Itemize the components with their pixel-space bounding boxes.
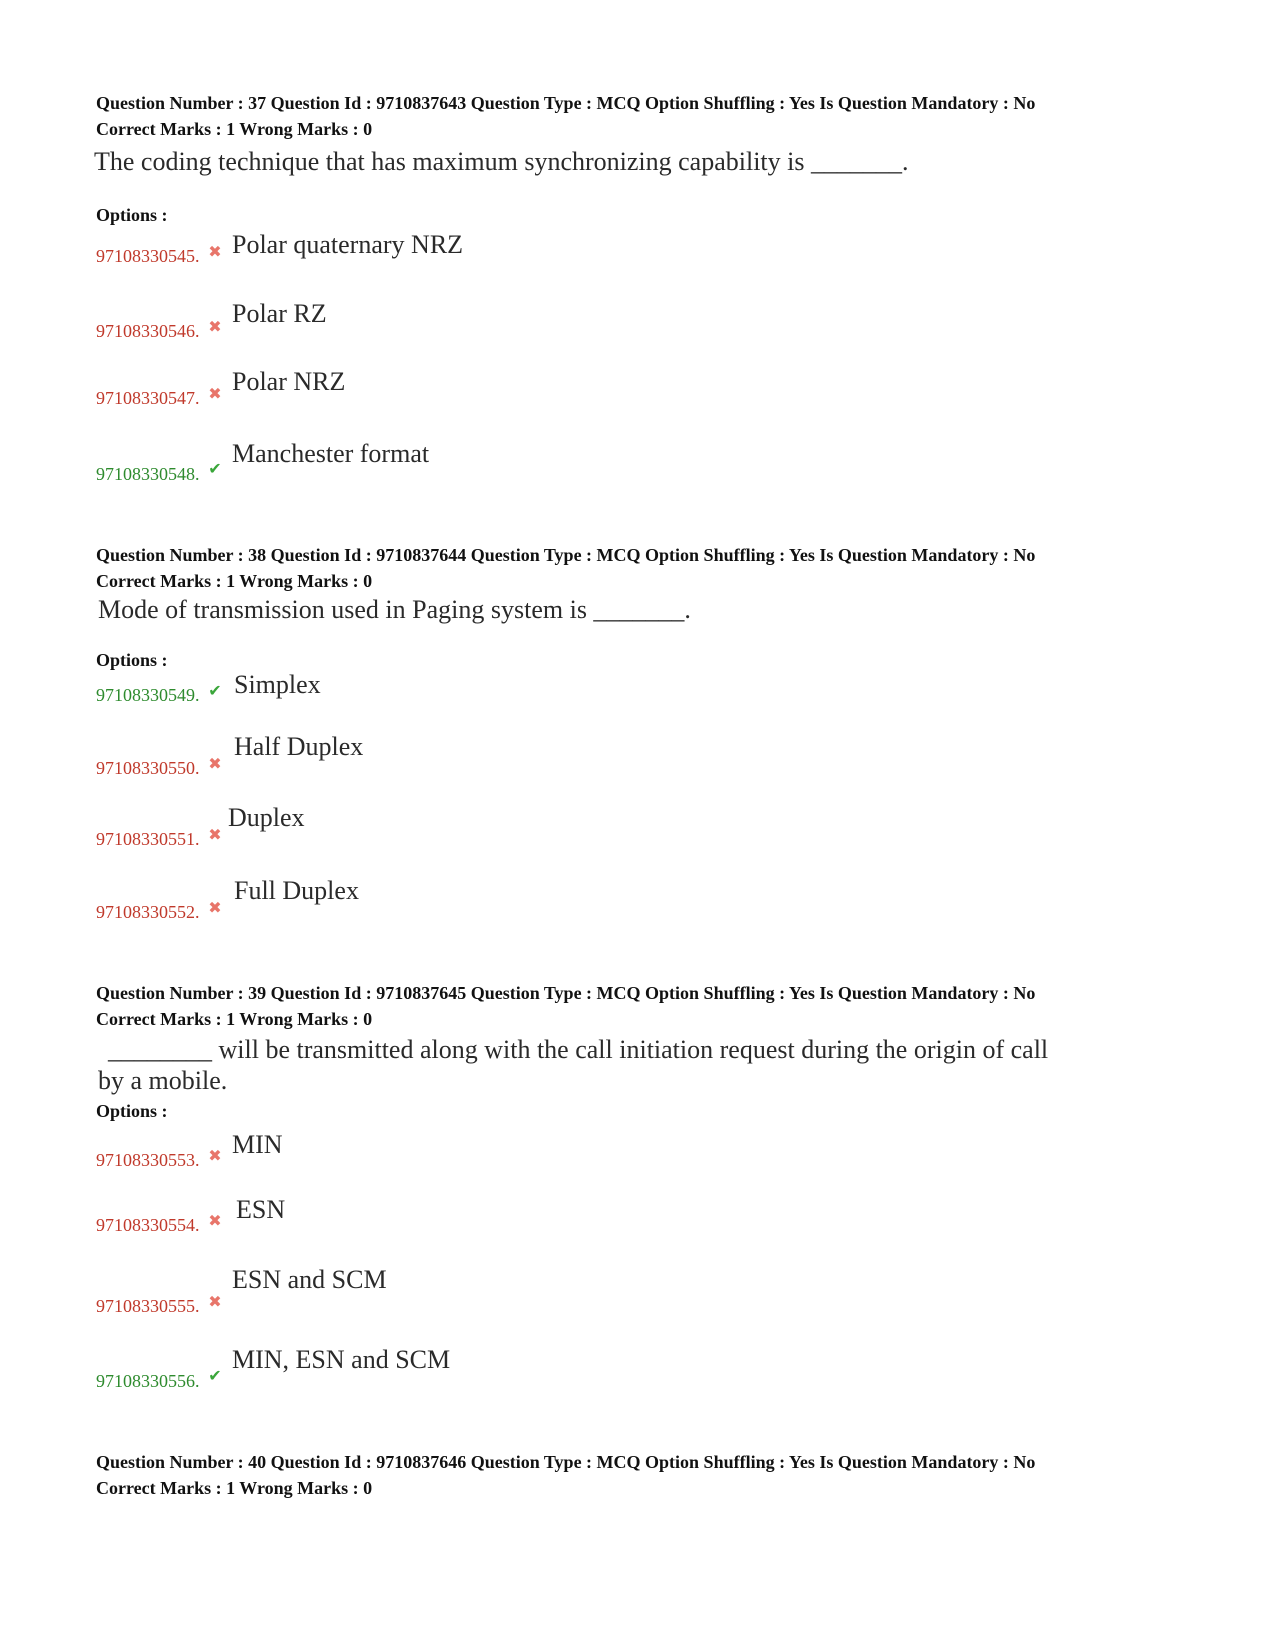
option-text[interactable]: ESN and SCM [232,1265,387,1294]
option-text[interactable]: ESN [236,1195,286,1224]
question-38-header: Question Number : 38 Question Id : 9710837644 Question Type : MCQ Option Shuffling : Yes Is Question Mandatory : No [96,545,1036,565]
option-text[interactable]: Half Duplex [234,732,364,761]
cross-icon: ✖ [208,319,222,336]
question-39-options-label: Options : [96,1101,168,1121]
question-39-marks: Correct Marks : 1 Wrong Marks : 0 [96,1009,373,1029]
check-icon: ✔ [208,461,222,478]
option-id: 97108330548. [96,464,200,484]
option-id: 97108330546. [96,321,200,341]
cross-icon: ✖ [208,756,222,773]
question-37-options-label: Options : [96,205,168,225]
question-40-marks: Correct Marks : 1 Wrong Marks : 0 [96,1478,373,1498]
question-38-options-label: Options : [96,650,168,670]
question-39-text-line1: ________ will be transmitted along with the call initiation request during the origin of call [108,1035,1049,1064]
cross-icon: ✖ [208,827,222,844]
option-text[interactable]: Polar NRZ [232,367,346,396]
option-id: 97108330547. [96,388,200,408]
option-text[interactable]: Simplex [234,670,321,699]
question-37-marks: Correct Marks : 1 Wrong Marks : 0 [96,119,373,139]
option-text[interactable]: Polar quaternary NRZ [232,230,464,259]
option-id: 97108330555. [96,1296,200,1316]
option-text[interactable]: Full Duplex [234,876,359,905]
question-38-text: Mode of transmission used in Paging system is _______. [98,595,691,624]
option-id: 97108330550. [96,758,200,778]
option-id: 97108330545. [96,246,200,266]
question-37-text: The coding technique that has maximum synchronizing capability is _______. [94,147,909,176]
question-38-marks: Correct Marks : 1 Wrong Marks : 0 [96,571,373,591]
option-text[interactable]: MIN, ESN and SCM [232,1345,451,1374]
question-40-header: Question Number : 40 Question Id : 9710837646 Question Type : MCQ Option Shuffling : Yes Is Question Mandatory : No [96,1452,1036,1472]
option-id: 97108330553. [96,1150,200,1170]
cross-icon: ✖ [208,386,222,403]
option-id: 97108330549. [96,685,200,705]
cross-icon: ✖ [208,244,222,261]
question-37-header: Question Number : 37 Question Id : 9710837643 Question Type : MCQ Option Shuffling : Yes Is Question Mandatory : No [96,93,1036,113]
option-text[interactable]: Duplex [228,803,305,832]
cross-icon: ✖ [208,900,222,917]
cross-icon: ✖ [208,1294,222,1311]
cross-icon: ✖ [208,1148,222,1165]
option-id: 97108330552. [96,902,200,922]
option-id: 97108330551. [96,829,200,849]
option-id: 97108330556. [96,1371,200,1391]
question-39-text-line2: by a mobile. [98,1066,228,1095]
question-39-header: Question Number : 39 Question Id : 9710837645 Question Type : MCQ Option Shuffling : Yes Is Question Mandatory : No [96,983,1036,1003]
check-icon: ✔ [208,683,222,700]
check-icon: ✔ [208,1368,222,1385]
option-text[interactable]: Polar RZ [232,299,327,328]
cross-icon: ✖ [208,1213,222,1230]
option-text[interactable]: MIN [232,1130,283,1159]
option-text[interactable]: Manchester format [232,439,430,468]
option-id: 97108330554. [96,1215,200,1235]
